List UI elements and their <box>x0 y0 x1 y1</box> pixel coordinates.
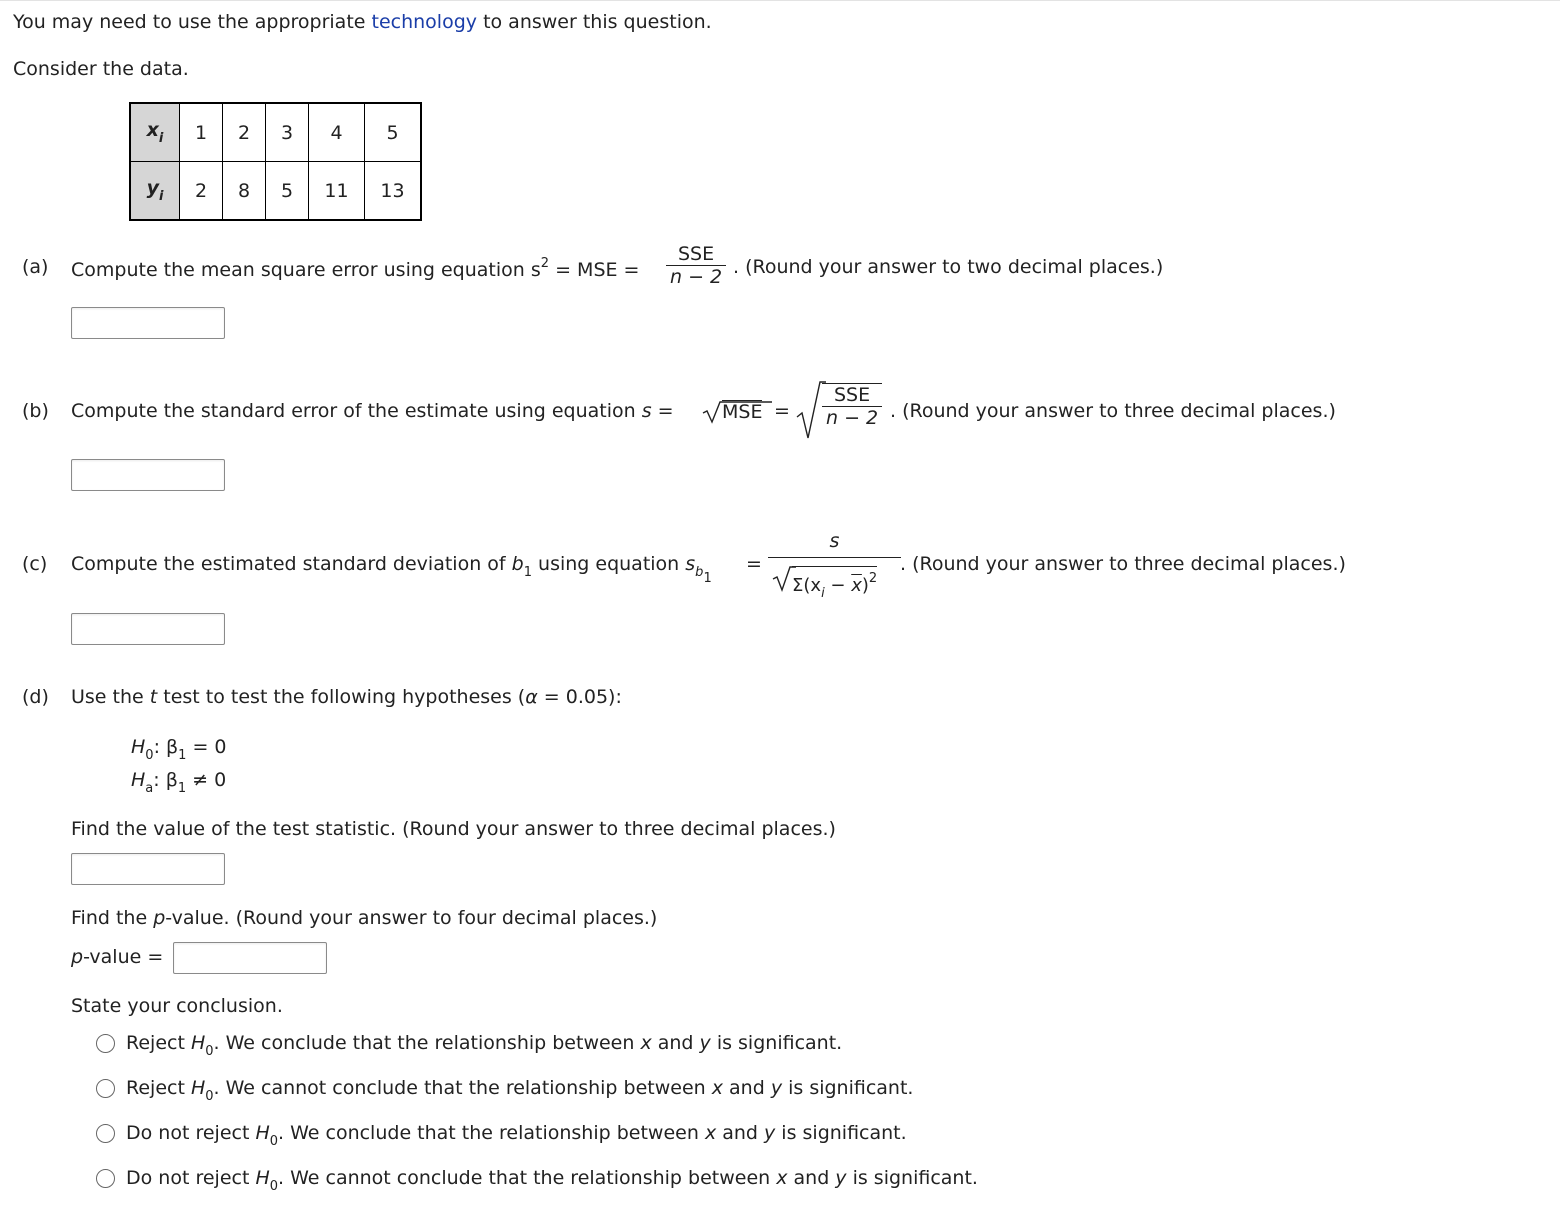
part-c-equals: = <box>746 553 762 575</box>
conclusion-option-3[interactable]: Do not reject $H_0$. We conclude that the relationship between x and y is significant. <box>126 1122 907 1149</box>
fraction-bar <box>768 557 901 558</box>
part-d-label: (d) <box>22 686 49 708</box>
part-a-label: (a) <box>22 256 49 278</box>
table-cell: 5 <box>266 162 309 221</box>
part-d-question: Use the t test to test the following hypotheses (α = 0.05): <box>71 686 622 708</box>
technology-link[interactable]: technology <box>371 11 478 33</box>
conclusion-prompt: State your conclusion. <box>71 995 283 1017</box>
part-c-answer-input[interactable] <box>71 613 225 645</box>
part-b-label: (b) <box>22 400 49 422</box>
conclusion-option-1[interactable]: Reject $H_0$. We conclude that the relationship between x and y is significant. <box>126 1032 843 1059</box>
part-c-question: Compute the estimated standard deviation of $b_1$ using equation $s_{b_1}$ <box>71 553 712 586</box>
part-c-denominator: $\Sigma(x_i - \overline{x})^2$ <box>792 566 877 606</box>
top-divider <box>0 0 1560 1</box>
part-b-round-note: . (Round your answer to three decimal places.) <box>890 400 1336 422</box>
part-a-question: Compute the mean square error using equation $s^2$ = MSE = <box>71 256 640 281</box>
part-a-round-note: . (Round your answer to two decimal places.) <box>733 256 1164 278</box>
intro-text-end: to answer this question. <box>477 11 712 33</box>
part-b-fraction: SSE n − 2 <box>822 383 882 429</box>
p-value-label: p-value = <box>71 946 164 968</box>
x-header: $x_i$ <box>130 103 180 162</box>
part-c-round-note: . (Round your answer to three decimal places.) <box>900 553 1346 575</box>
data-table <box>129 102 422 221</box>
part-c-fraction-num: s <box>829 530 840 552</box>
p-value-prompt: Find the p-value. (Round your answer to four decimal places.) <box>71 907 658 929</box>
table-cell: 4 <box>309 103 365 162</box>
part-a-fraction: SSE n − 2 <box>666 243 726 288</box>
table-cell: 8 <box>223 162 266 221</box>
consider-data-text: Consider the data. <box>13 58 189 80</box>
conclusion-radio-4[interactable] <box>96 1169 115 1188</box>
p-value-input[interactable] <box>173 942 327 974</box>
intro-text: You may need to use the appropriate <box>13 11 372 33</box>
table-cell: 1 <box>180 103 223 162</box>
table-cell: 13 <box>365 162 422 221</box>
conclusion-radio-2[interactable] <box>96 1079 115 1098</box>
table-cell: 2 <box>223 103 266 162</box>
conclusion-option-4[interactable]: Do not reject $H_0$. We cannot conclude that the relationship between x and y is significant. <box>126 1167 978 1194</box>
y-header: $y_i$ <box>130 162 180 221</box>
conclusion-radio-3[interactable] <box>96 1124 115 1143</box>
test-statistic-prompt: Find the value of the test statistic. (Round your answer to three decimal places.) <box>71 818 836 840</box>
part-b-equals: = <box>774 400 790 422</box>
null-hypothesis: $H_0$: $\beta_1 = 0$ <box>131 736 227 763</box>
part-a-answer-input[interactable] <box>71 307 225 339</box>
conclusion-option-2[interactable]: Reject $H_0$. We cannot conclude that the relationship between x and y is significant. <box>126 1077 914 1104</box>
table-cell: 3 <box>266 103 309 162</box>
part-c-label: (c) <box>22 553 48 575</box>
table-row-x <box>130 103 421 162</box>
table-cell: 11 <box>309 162 365 221</box>
conclusion-radio-1[interactable] <box>96 1034 115 1053</box>
alternative-hypothesis: $H_a$: $\beta_1 \ne 0$ <box>131 769 227 796</box>
table-cell: 2 <box>180 162 223 221</box>
part-b-answer-input[interactable] <box>71 459 225 491</box>
table-cell: 5 <box>365 103 422 162</box>
part-b-mse: MSE <box>722 401 763 423</box>
intro-line <box>13 11 712 33</box>
test-statistic-input[interactable] <box>71 853 225 885</box>
table-row-y <box>130 162 421 221</box>
part-b-question: Compute the standard error of the estimate using equation s = <box>71 400 674 422</box>
